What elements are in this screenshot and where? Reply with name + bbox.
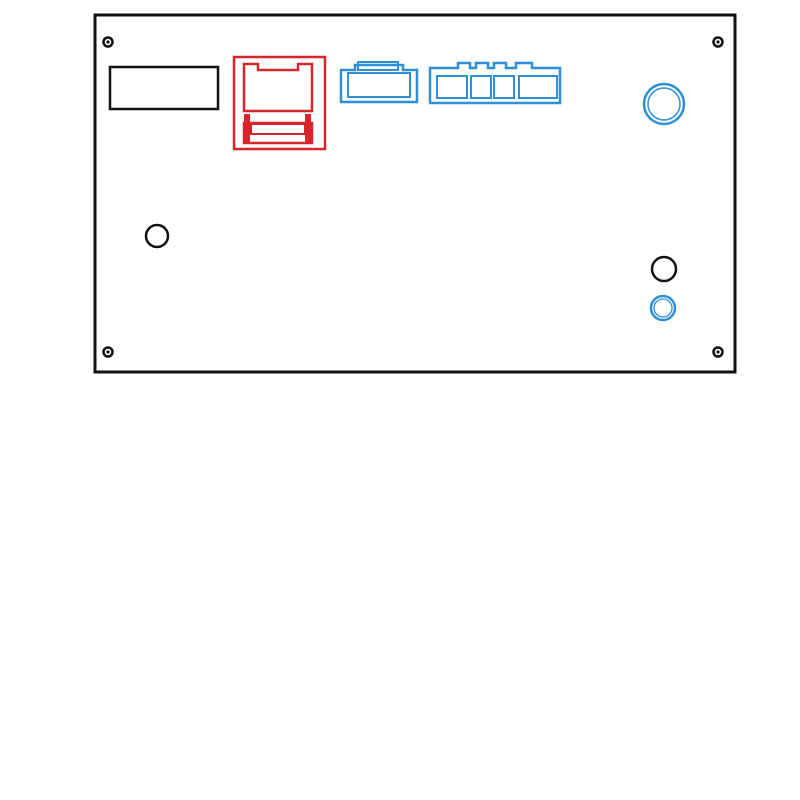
panel-outline — [95, 15, 735, 372]
